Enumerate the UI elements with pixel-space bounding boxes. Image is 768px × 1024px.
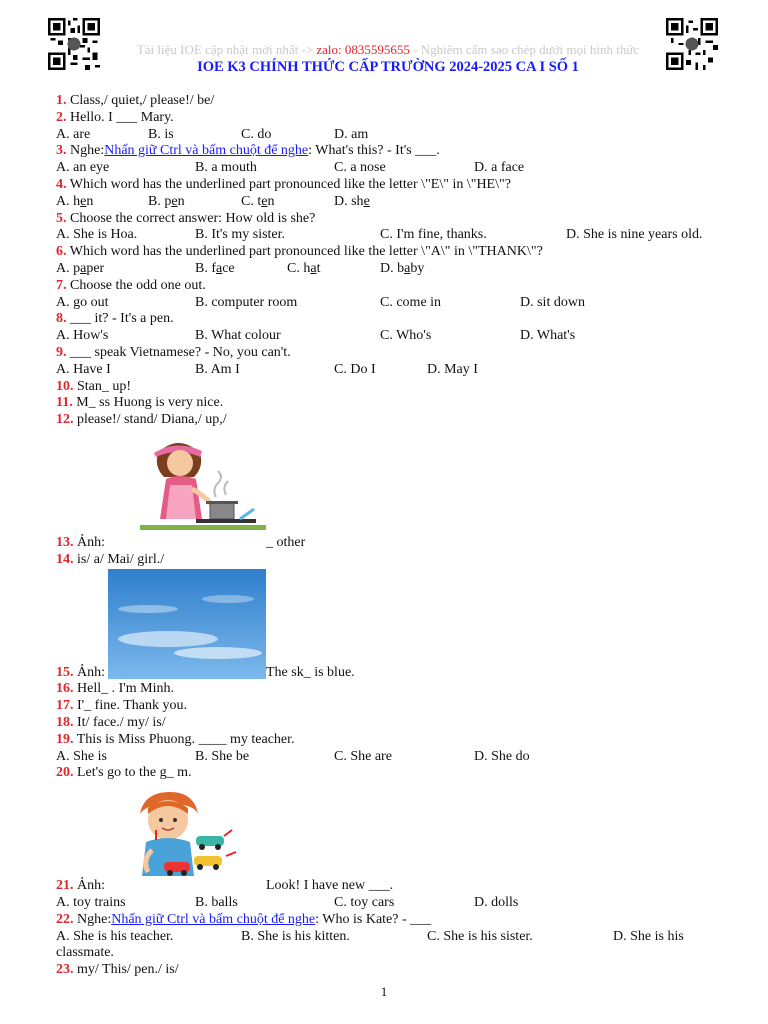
option-a: A. hen [56,193,94,209]
cooking-woman-image [136,433,268,533]
option-a: A. go out [56,294,109,310]
option-c: C. Who's [380,328,432,344]
question-23: 23. my/ This/ pen./ is/ [56,962,179,978]
question-8-options [56,328,736,345]
option-d: D. May I [427,361,478,377]
question-22: 22. Nghe:Nhấn giữ Ctrl và bấm chuột để nghe: Who is Kate? - ___ [56,911,432,927]
option-d: D. What's [520,328,576,344]
question-11: 11. M_ ss Huong is very nice. [56,395,224,411]
option-a: A. paper [56,260,105,276]
question-19-options [56,749,736,766]
blue-sky-image [108,569,266,679]
qr-code-right [666,18,718,70]
option-c: C. toy cars [334,894,395,910]
option-d: D. She is nine years old. [566,227,703,243]
question-19: 19. This is Miss Phuong. ____ my teacher. [56,731,295,747]
question-21: 21. Ảnh: Look! I have new ___. [56,878,394,894]
header-note: Tài liệu IOE cập nhật mới nhất -> zalo: 0835595655 - Nghiêm cấm sao chép dưới mọi hình thức [136,42,640,57]
question-6: 6. Which word has the underlined part pronounced like the letter \"A\" in \"THANK\"? [56,244,543,260]
zalo-contact: zalo: 0835595655 [316,42,410,57]
option-d: D. She is his [613,928,684,944]
option-b: B. Am I [195,361,240,377]
question-list [56,93,736,979]
option-a: A. She is Hoa. [56,227,138,243]
option-a: A. toy trains [56,894,126,910]
listen-link[interactable]: Nhấn giữ Ctrl và bấm chuột để nghe [104,143,309,159]
option-a: A. How's [56,328,109,344]
question-6-options [56,261,736,278]
option-c: C. ten [241,193,275,209]
option-b: B. is [148,126,174,142]
option-d: D. She do [474,748,530,764]
boy-toy-cars-image [132,790,248,878]
option-b: B. pen [148,193,185,209]
option-b: B. What colour [195,328,281,344]
option-c: C. She is his sister. [427,928,533,944]
option-c: C. Do I [334,361,376,377]
question-3-options [56,160,736,177]
question-7-options [56,295,736,312]
option-b: B. She is his kitten. [241,928,350,944]
question-9: 9. ___ speak Vietnamese? - No, you can't. [56,344,291,360]
question-15: 15. Ảnh: The sk_ is blue. [56,664,355,680]
question-21-options [56,895,736,912]
question-2-options [56,127,736,144]
option-a: A. Have I [56,361,111,377]
question-4: 4. Which word has the underlined part pronounced like the letter \"E\" in \"HE\"? [56,176,511,192]
question-7: 7. Choose the odd one out. [56,277,206,293]
page-number: 1 [380,984,388,999]
option-c: C. do [241,126,272,142]
question-4-options [56,194,736,211]
option-a: A. are [56,126,91,142]
question-16: 16. Hell_ . I'm Minh. [56,681,175,697]
option-d: D. sit down [520,294,585,310]
option-d: D. am [334,126,369,142]
question-5-options [56,227,736,244]
question-1: 1. Class,/ quiet,/ please!/ be/ [56,93,215,108]
option-b: B. She be [195,748,250,764]
question-5: 5. Choose the correct answer: How old is she? [56,210,316,226]
question-10: 10. Stan_ up! [56,378,132,394]
option-a: A. an eye [56,160,110,176]
page-title: IOE K3 CHÍNH THỨC CẤP TRƯỜNG 2024-2025 CA I SỐ 1 [197,59,579,75]
option-b: B. face [195,260,235,276]
option-d: D. a face [474,160,525,176]
option-d: D. dolls [474,894,519,910]
option-c: C. I'm fine, thanks. [380,227,487,243]
question-13: 13. Ảnh: _ other [56,534,306,550]
option-b: B. It's my sister. [195,227,286,243]
option-c: C. come in [380,294,442,310]
question-22-option-d-cont: classmate. [56,945,114,961]
option-b: B. a mouth [195,160,257,176]
option-a: A. She is his teacher. [56,928,174,944]
question-9-options [56,362,736,379]
question-21-picture-area [56,782,736,878]
question-13-picture-area [56,429,736,535]
option-d: D. she [334,193,370,209]
option-d: D. baby [380,260,425,276]
option-c: C. a nose [334,160,386,176]
question-8: 8. ___ it? - It's a pen. [56,311,174,327]
qr-code-left [48,18,100,70]
option-c: C. hat [287,260,321,276]
question-18: 18. It/ face./ my/ is/ [56,714,166,730]
question-15-picture-area [56,569,736,665]
question-20: 20. Let's go to the g_ m. [56,765,192,781]
listen-link[interactable]: Nhấn giữ Ctrl và bấm chuột để nghe [111,911,316,927]
question-2: 2. Hello. I ___ Mary. [56,109,174,125]
question-22-options [56,929,736,946]
question-14: 14. is/ a/ Mai/ girl./ [56,551,165,567]
option-b: B. balls [195,894,238,910]
option-b: B. computer room [195,294,298,310]
question-3: 3. Nghe:Nhấn giữ Ctrl và bấm chuột để nghe: What's this? - It's ___. [56,143,440,159]
option-a: A. She is [56,748,107,764]
question-12: 12. please!/ stand/ Diana,/ up,/ [56,412,227,428]
option-c: C. She are [334,748,392,764]
question-17: 17. I'_ fine. Thank you. [56,698,187,714]
